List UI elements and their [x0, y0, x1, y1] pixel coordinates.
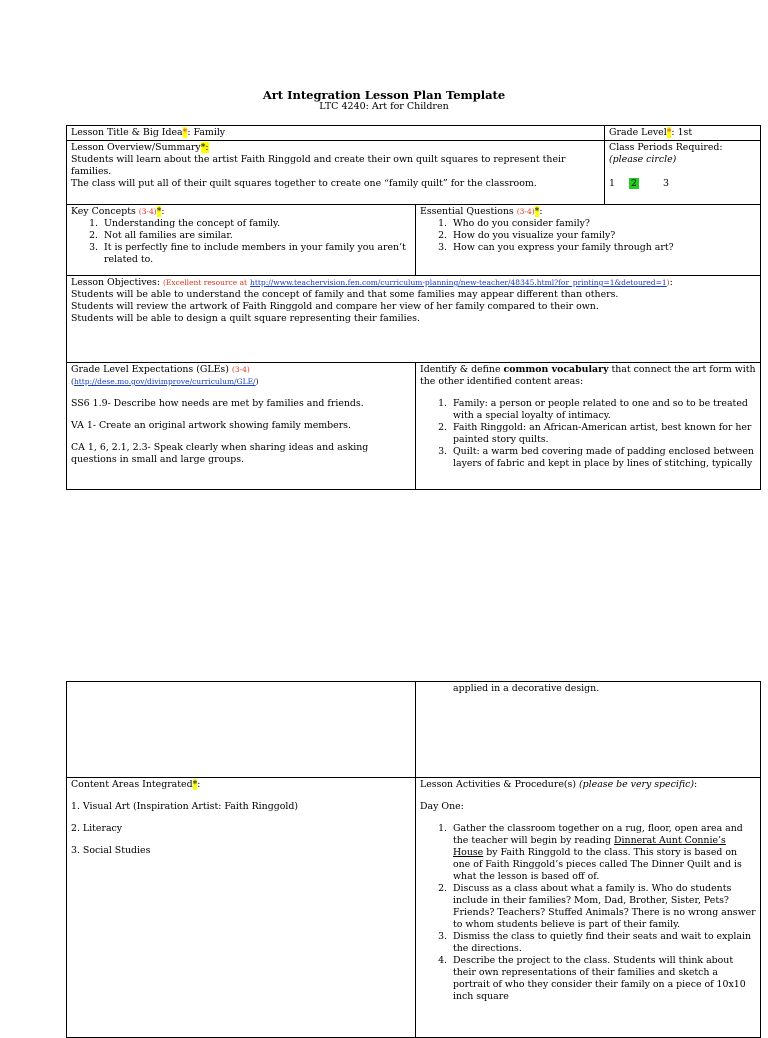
- class-periods-note: (please circle): [609, 154, 677, 165]
- objectives-note-prefix: (Excellent resource at: [163, 278, 248, 287]
- content-area-item: 2. Literacy: [71, 823, 123, 834]
- key-concepts-cell: Key Concepts (3-4)*: 1. Understanding the concept of family. 2. Not all families are similar. 3. It is perfectly fine to include members in your family you aren’t related to.: [67, 205, 416, 276]
- vocabulary-cell-continued: [416, 682, 761, 778]
- lesson-plan-table-page1: [66, 125, 761, 490]
- lesson-title-cell: Lesson Title & Big Idea*: Family: [67, 126, 605, 141]
- objective-item: Students will review the artwork of Faith Ringgold and compare her view of her family compared to their own.: [71, 301, 599, 312]
- grade-level-cell: Grade Level*: 1st: [605, 126, 761, 141]
- activities-label: Lesson Activities & Procedure(s): [420, 779, 576, 790]
- content-areas-label: Content Areas Integrated: [71, 779, 193, 790]
- content-area-item: 3. Social Studies: [71, 845, 151, 856]
- gle-item: VA 1- Create an original artwork showing family members.: [71, 420, 351, 431]
- vocabulary-item: 2. Faith Ringgold: an African-American artist, best known for her painted story quilts.: [450, 422, 756, 446]
- gle-cell: Grade Level Expectations (GLEs) (3-4) (http://dese.mo.gov/divimprove/curriculum/GLE/) SS6 1.9- Describe how needs are met by families and friends. VA 1- Create an original artwork showing family members. CA 1, 6, 2.1, 2.3- Speak clearly when sharing ideas and asking questions in small and large groups.: [67, 363, 416, 490]
- objectives-resource-link[interactable]: http://www.teachervision.fen.com/curriculum-planning/new-teacher/48345.html?for_printing=1&detoured=1: [250, 278, 667, 287]
- day-one-heading: Day One:: [420, 801, 464, 812]
- period-option-2-selected[interactable]: 2: [630, 178, 637, 189]
- class-periods-cell: [605, 141, 761, 205]
- vocabulary-cell: [416, 363, 761, 490]
- lesson-title-value: Family: [193, 127, 226, 138]
- lesson-title-label: Lesson Title & Big Idea: [71, 127, 183, 138]
- gle-item: CA 1, 6, 2.1, 2.3- Speak clearly when sharing ideas and asking questions in small and large groups.: [71, 442, 369, 465]
- procedure-step: 3. Dismiss the class to quietly find their seats and wait to explain the directions.: [450, 931, 756, 955]
- procedure-step: 2. Discuss as a class about what a family is. Who do students include in their families? Mom, Dad, Brother, Sister, Pets? Friends? Teachers? Stuffed Animals? There is no wrong answer to whom students believe is part of their family.: [450, 883, 756, 931]
- gle-link[interactable]: http://dese.mo.gov/divimprove/curriculum/GLE/: [73, 377, 256, 386]
- essential-question-item: 1. Who do you consider family?: [450, 218, 756, 230]
- document-title: Art Integration Lesson Plan Template: [262, 88, 506, 102]
- key-concept-item: 3. It is perfectly fine to include members in your family you aren’t related to.: [101, 242, 411, 266]
- period-option-3[interactable]: 3: [662, 178, 669, 189]
- book-title: Dinnerat Aunt Connie’s House: [453, 835, 726, 858]
- key-concepts-label: Key Concepts: [71, 206, 136, 217]
- procedure-step: 4. Describe the project to the class. Students will think about their own representations of their families and sketch a portrait of who they consider their family on a piece of 10x10 inch square: [450, 955, 756, 1003]
- procedure-step: 1. Gather the classroom together on a rug, floor, open area and the teacher will begin by reading Dinnerat Aunt Connie’s House by Faith Ringgold to the class. This story is based on one of Faith Ringgold’s pieces called The Dinner Quilt and is what the lesson is based off of.: [450, 823, 756, 883]
- gle-item: SS6 1.9- Describe how needs are met by families and friends.: [71, 398, 364, 409]
- vocabulary-continued-text: applied in a decorative design.: [453, 683, 600, 694]
- overview-text-1: Students will learn about the artist Faith Ringgold and create their own quilt squares to represent their families.: [71, 154, 566, 177]
- key-concept-item: 1. Understanding the concept of family.: [101, 218, 411, 230]
- class-periods-label: Class Periods Required:: [609, 142, 723, 153]
- vocabulary-item: 3. Quilt: a warm bed covering made of padding enclosed between layers of fabric and kept in place by lines of stitching, typically: [450, 446, 756, 470]
- essential-questions-cell: Essential Questions (3-4)*: 1. Who do you consider family? 2. How do you visualize your family? 3. How can you express your family through art?: [416, 205, 761, 276]
- objective-item: Students will be able to understand the concept of family and that some families may appear different than others.: [71, 289, 619, 300]
- vocabulary-label: Identify & define common vocabulary that connect the art form with the other identified content areas:: [420, 364, 756, 387]
- gle-range: (3-4): [231, 365, 250, 374]
- overview-label: Lesson Overview/Summary: [71, 142, 201, 153]
- essential-question-item: 3. How can you express your family through art?: [450, 242, 756, 254]
- grade-level-label: Grade Level: [609, 127, 667, 138]
- content-areas-cell: Content Areas Integrated*: 1. Visual Art (Inspiration Artist: Faith Ringgold) 2. Literacy 3. Social Studies: [67, 778, 416, 1038]
- key-concepts-range: (3-4): [138, 207, 157, 216]
- gle-label: Grade Level Expectations (GLEs): [71, 364, 229, 375]
- overview-cell: Lesson Overview/Summary*: Students will learn about the artist Faith Ringgold and create their own quilt squares to represent their families. The class will put all of their quilt squares together to create one “family quilt” for the classroom.: [67, 141, 605, 205]
- activities-note: (please be very specific): [578, 779, 695, 790]
- activities-cell: Lesson Activities & Procedure(s) (please be very specific): Day One: 1. Gather the classroom together on a rug, floor, open area and the teacher will begin by reading Dinnerat Aunt Connie’s House by Faith Ringgold to the class. This story is based on one of Faith Ringgold’s pieces called The Dinner Quilt and is what the lesson is based off of. 2. Discuss as a class about what a family is. Who do students include in their families? Mom, Dad, Brother, Sister, Pets? Friends? Teachers? Stuffed Animals? There is no wrong answer to whom students believe is part of their family. 3. Dismiss the class to quietly find their seats and wait to explain the directions. 4. Describe the project to the class. Students will think about their own representations of their families and sketch a portrait of who they consider their family on a piece of 10x10 inch square: [416, 778, 761, 1038]
- objectives-cell: Lesson Objectives: (Excellent resource at http://www.teachervision.fen.com/curriculum-planning/new-teacher/48345.html?for_printing=1&detoured=1): Students will be able to understand the concept of family and that some families may appear different than others. Students will review the artwork of Faith Ringgold and compare her view of her family compared to their own. Students will be able to design a quilt square representing their families.: [67, 276, 761, 363]
- overview-text-2: The class will put all of their quilt squares together to create one “family quilt” for the classroom.: [71, 178, 537, 189]
- essential-questions-label: Essential Questions: [420, 206, 514, 217]
- key-concept-item: 2. Not all families are similar.: [101, 230, 411, 242]
- gle-cell-continued: [67, 682, 416, 778]
- essential-questions-range: (3-4): [516, 207, 535, 216]
- period-option-1[interactable]: 1: [609, 178, 615, 189]
- essential-question-item: 2. How do you visualize your family?: [450, 230, 756, 242]
- grade-level-value: 1st: [677, 127, 693, 138]
- vocabulary-item: 1. Family: a person or people related to one and so to be treated with a special loyalty of intimacy.: [450, 398, 756, 422]
- objectives-label: Lesson Objectives:: [71, 277, 161, 288]
- content-area-item: 1. Visual Art (Inspiration Artist: Faith Ringgold): [71, 801, 299, 812]
- lesson-plan-table-page2: [66, 681, 761, 1038]
- document-subtitle: LTC 4240: Art for Children: [319, 101, 449, 112]
- objective-item: Students will be able to design a quilt square representing their families.: [71, 313, 420, 324]
